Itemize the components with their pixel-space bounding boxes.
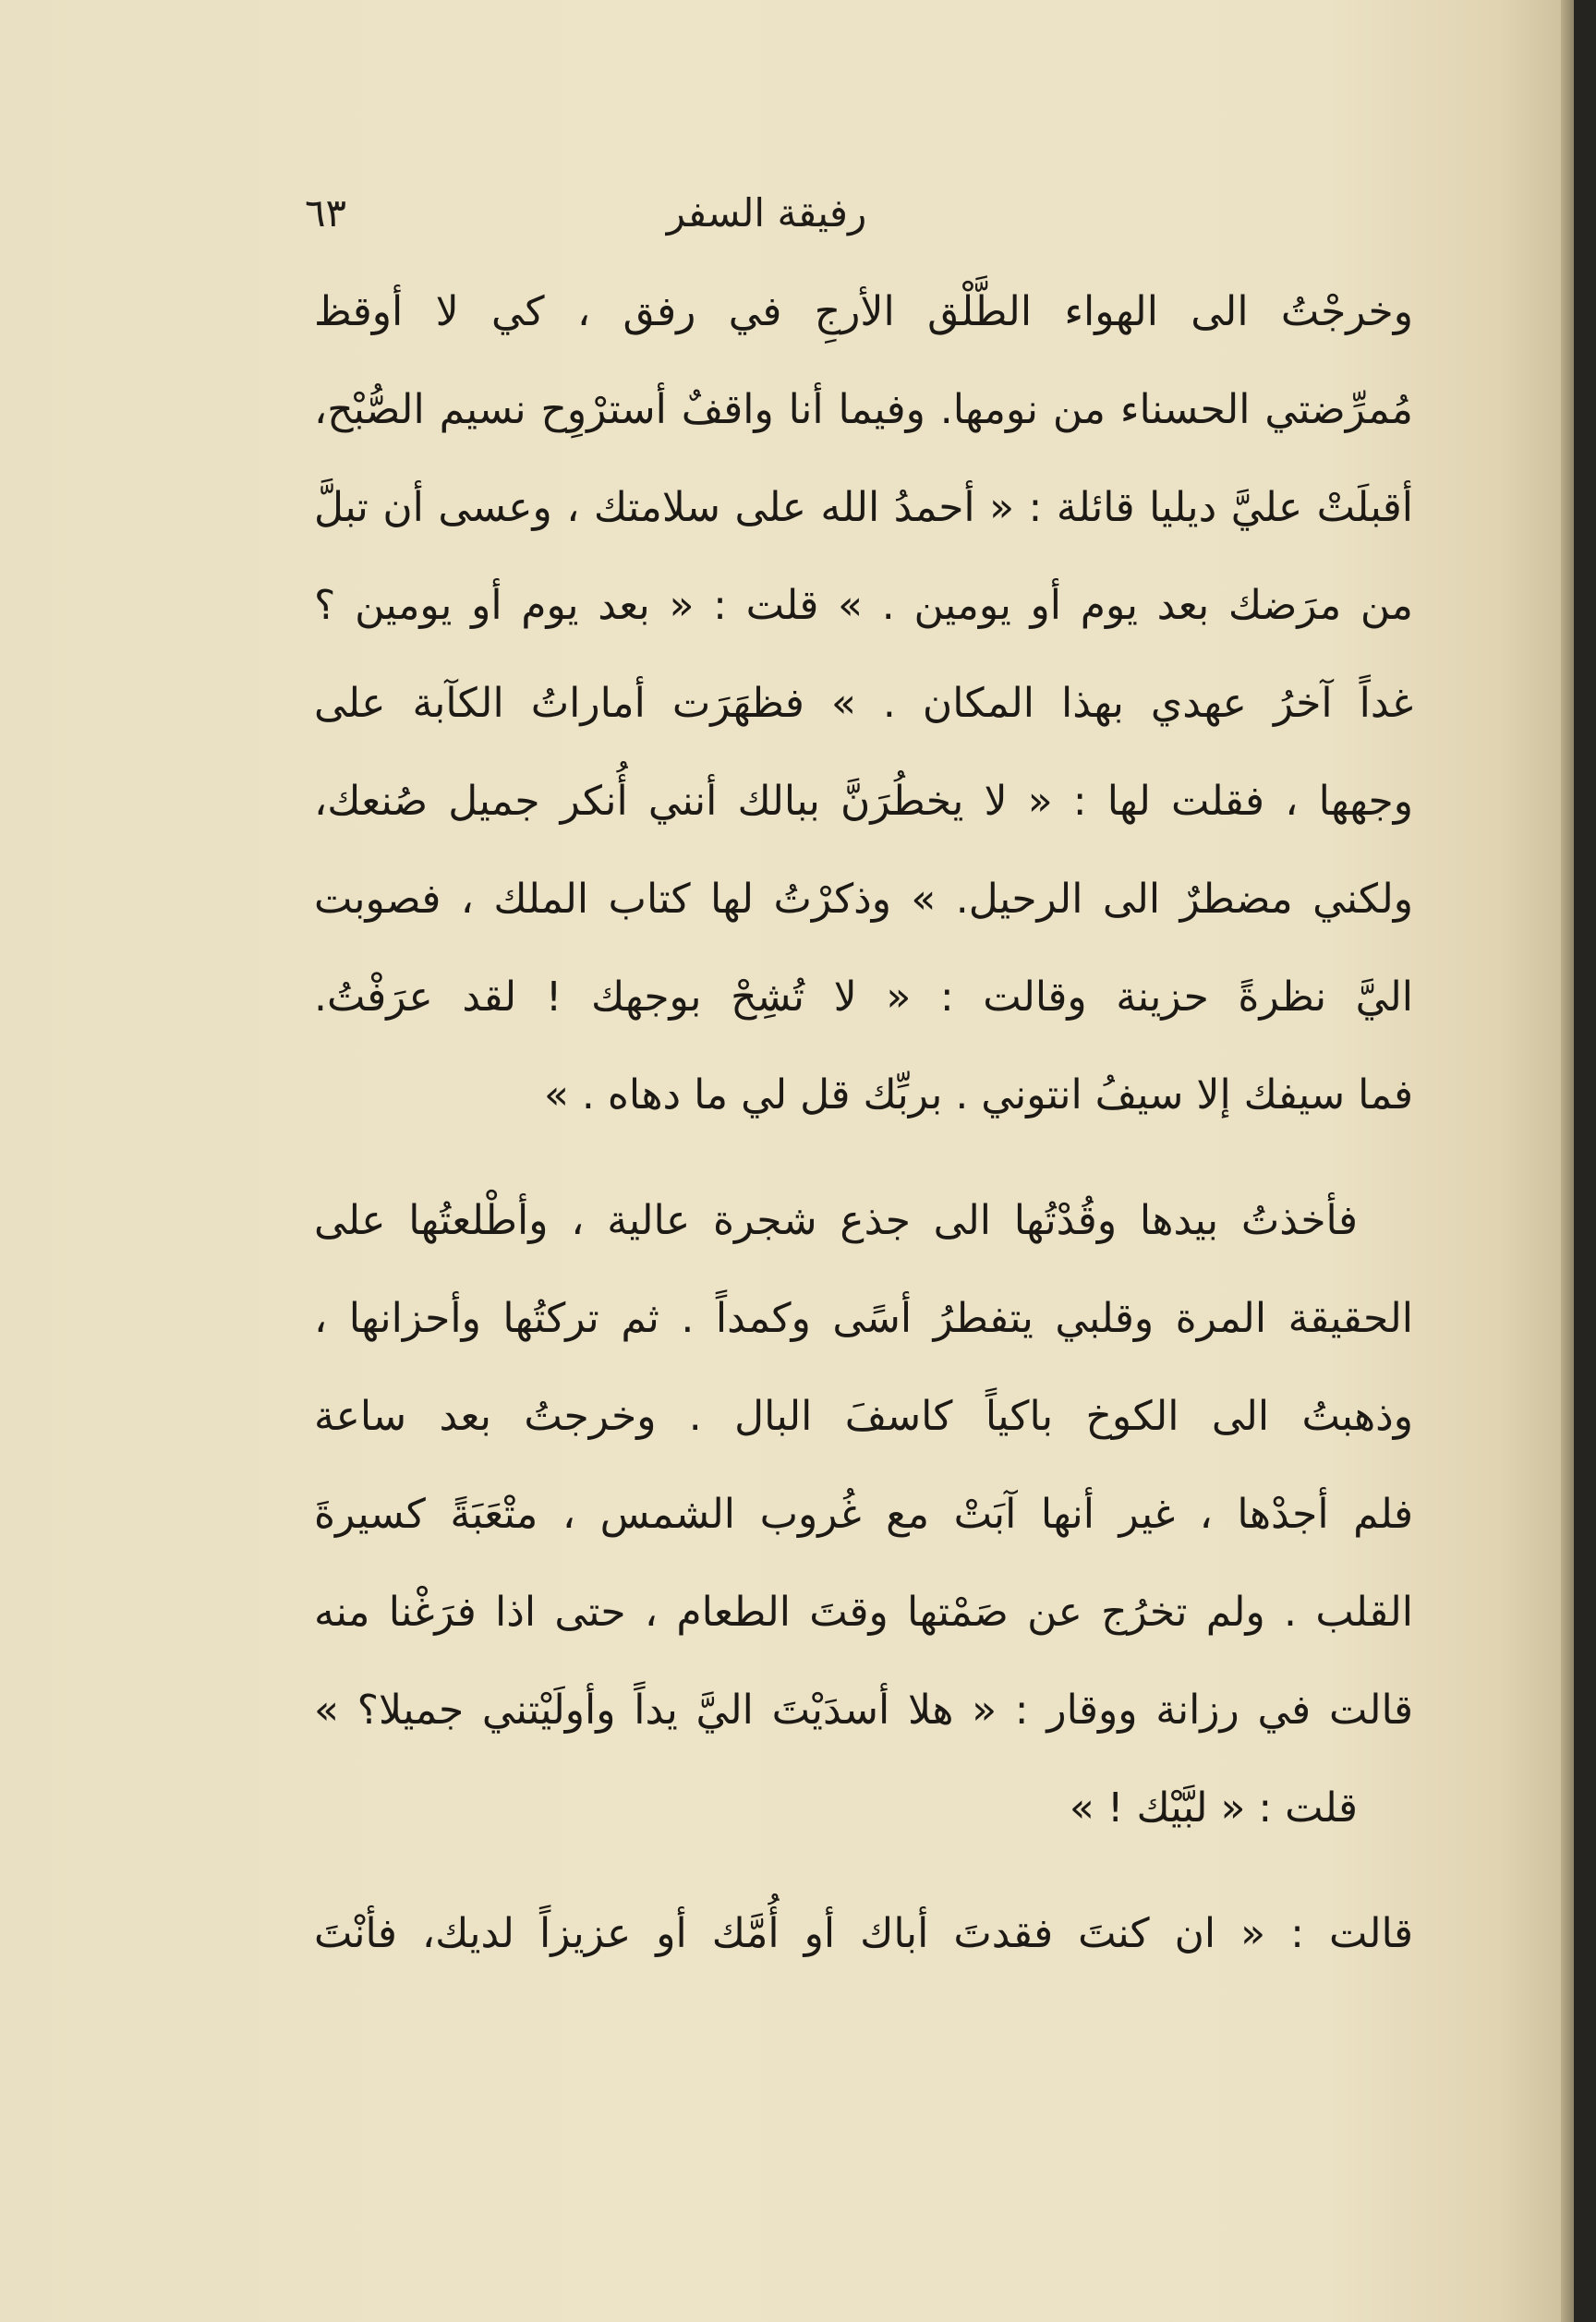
paragraph-gap [314,1857,1413,1885]
text-line: الحقيقة المرة وقلبي يتفطرُ أسًى وكمداً . ثم تركتُها وأحزانها ، [314,1295,1413,1342]
paragraph-gap [314,1144,1413,1172]
paragraph-1 [314,263,1413,1144]
page-number: ٦٣ [305,190,347,236]
paragraph-3 [314,1885,1413,1983]
text-line: اليَّ نظرةً حزينة وقالت : « لا تُشِحْ بوجهك ! لقد عرَفْتُ. [314,974,1413,1021]
running-head [305,181,1228,255]
text-line: فلم أجدْها ، غير أنها آبَتْ مع غُروب الشمس ، متْعَبَةً كسيرةَ [314,1491,1413,1538]
paragraph-2 [314,1172,1413,1857]
text-line: وذهبتُ الى الكوخ باكياً كاسفَ البال . وخرجتُ بعد ساعة [314,1393,1413,1440]
text-line: مُمرِّضتي الحسناء من نومها. وفيما أنا واقفٌ أسترْوِح نسيم الصُّبْح، [314,386,1413,433]
text-line: قالت : « ان كنتَ فقدتَ أباك أو أُمَّك أو عزيزاً لديك، فأنْتَ [314,1910,1413,1957]
text-line: فما سيفك إلا سيفُ انتوني . بربِّك قل لي ما دهاه . » [543,1071,1413,1119]
text-line: وخرجْتُ الى الهواء الطَّلْق الأرجِ في رفق ، كي لا أوقظ [314,288,1413,335]
text-line: ولكني مضطرٌ الى الرحيل. » وذكرْتُ لها كتاب الملك ، فصوبت [314,876,1413,923]
text-line: أقبلَتْ عليَّ ديليا قائلة : « أحمدُ الله على سلامتك ، وعسى أن تبلَّ [314,484,1413,531]
page-edge-shadow [1561,0,1574,2322]
body-text [314,263,1413,1983]
text-line: غداً آخرُ عهدي بهذا المكان . » فظهَرَت أماراتُ الكآبة على [314,680,1413,727]
text-line: وجهها ، فقلت لها : « لا يخطُرَنَّ ببالك أنني أُنكر جميل صُنعك، [314,778,1413,825]
text-line: قالت في رزانة ووقار : « هلا أسدَيْتَ اليَّ يداً وأولَيْتني جميلا؟ » [314,1687,1413,1734]
text-line: من مرَضك بعد يوم أو يومين . » قلت : « بعد يوم أو يومين ؟ [314,582,1413,629]
running-title: رفيقة السفر [666,190,867,236]
text-line: قلت : « لبَّيْك ! » [1069,1784,1358,1832]
text-line: القلب . ولم تخرُج عن صَمْتها وقتَ الطعام ، حتى اذا فرَغْنا منه [314,1589,1413,1636]
text-line: فأخذتُ بيدها وقُدْتُها الى جذع شجرة عالية ، وأطْلعتُها على [314,1197,1358,1244]
